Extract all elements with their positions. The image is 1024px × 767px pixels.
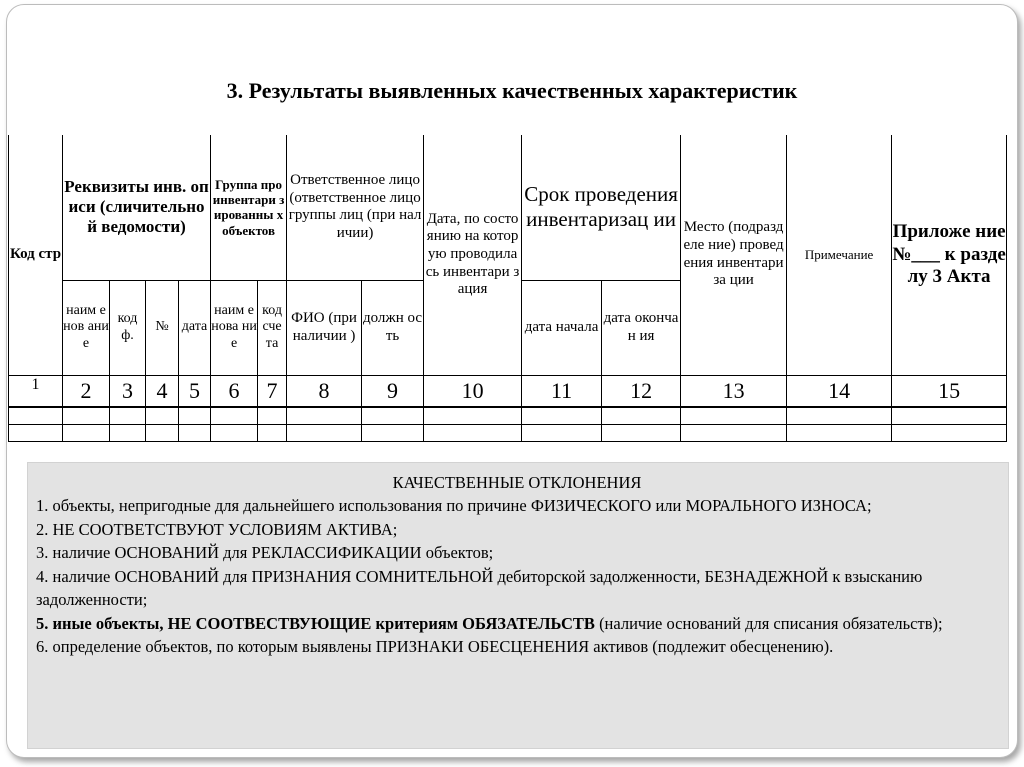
subheader-data-okonchaniya: дата окончан ия <box>602 280 681 375</box>
column-number: 14 <box>787 375 892 407</box>
qualitative-deviations-box <box>27 462 1009 749</box>
column-number: 9 <box>362 375 424 407</box>
notes-item-1: 1. объекты, непригодные для дальнейшего использования по причине ФИЗИЧЕСКОГО или МОРАЛЬНОГО ИЗНОСА; <box>36 496 872 516</box>
column-number: 7 <box>258 375 287 407</box>
column-number: 6 <box>211 375 258 407</box>
subheader-kod-f: код ф. <box>110 280 146 375</box>
notes-item-5-rest: (наличие оснований для списания обязательств); <box>594 613 943 633</box>
column-number: 5 <box>179 375 211 407</box>
notes-heading: КАЧЕСТВЕННЫЕ ОТКЛОНЕНИЯ <box>392 473 642 492</box>
column-number: 2 <box>63 375 110 407</box>
notes-item-5 <box>36 612 998 635</box>
subheader-fio: ФИО (при наличии ) <box>287 280 362 375</box>
notes-item-3: 3. наличие ОСНОВАНИЙ для РЕКЛАССИФИКАЦИИ объектов; <box>36 543 494 563</box>
header-srok-provedeniya: Срок проведения инвентаризац ии <box>522 135 681 280</box>
header-gruppa: Группа про инвентари зированны х объектов <box>211 135 287 280</box>
column-number: 4 <box>146 375 179 407</box>
subheader-nomer: № <box>146 280 179 375</box>
column-number: 10 <box>424 375 522 407</box>
subheader-naimenovanie-2: наим енова ние <box>211 280 258 375</box>
notes-item-2: 2. НЕ СООТВЕТСТВУЮТ УСЛОВИЯМ АКТИВА; <box>36 519 398 539</box>
subheader-kod-scheta: код сче та <box>258 280 287 375</box>
header-mesto: Место (подразделе ние) проведения инвентариза ции <box>681 135 787 375</box>
column-number: 15 <box>892 375 1007 407</box>
notes-item-5-bold: 5. иные объекты, НЕ СООТВЕСТВУЮЩИЕ критериям ОБЯЗАТЕЛЬСТВ <box>36 613 595 633</box>
column-number: 8 <box>287 375 362 407</box>
subheader-data-nachala: дата начала <box>522 280 602 375</box>
subheader-naimenovanie: наим енов ание <box>63 280 110 375</box>
notes-item-4: 4. наличие ОСНОВАНИЙ для ПРИЗНАНИЯ СОМНИТЕЛЬНОЙ дебиторской задолженности, БЕЗНАДЕЖНОЙ к взысканию задолженности; <box>36 566 923 610</box>
page-title: 3. Результаты выявленных качественных характеристик <box>226 78 798 103</box>
notes-item-6: 6. определение объектов, по которым выявлены ПРИЗНАКИ ОБЕСЦЕНЕНИЯ активов (подлежит обесценению). <box>36 636 834 656</box>
header-rekvizity: Реквизиты инв. описи (сличительно й ведомости) <box>63 135 211 280</box>
subheader-dolzhnost: должн ость <box>362 280 424 375</box>
header-prilozhenie: Приложе ние №___ к разделу 3 Акта <box>892 135 1007 375</box>
column-number: 1 <box>9 375 63 407</box>
subheader-data: дата <box>179 280 211 375</box>
column-number: 11 <box>522 375 602 407</box>
column-number: 12 <box>602 375 681 407</box>
column-number: 3 <box>110 375 146 407</box>
header-kod-str: Код стр <box>9 135 63 375</box>
table-row <box>9 424 1007 441</box>
column-number: 13 <box>681 375 787 407</box>
header-otvetstvennoe-litso: Ответственное лицо (ответственное лицо группы лиц (при наличии) <box>287 135 424 280</box>
inventory-results-table <box>8 135 1007 442</box>
header-data-po-sostoyaniyu: Дата, по состоянию на которую проводила сь инвентари зация <box>424 135 522 375</box>
table-row <box>9 407 1007 425</box>
header-primechanie: Примечание <box>787 135 892 375</box>
